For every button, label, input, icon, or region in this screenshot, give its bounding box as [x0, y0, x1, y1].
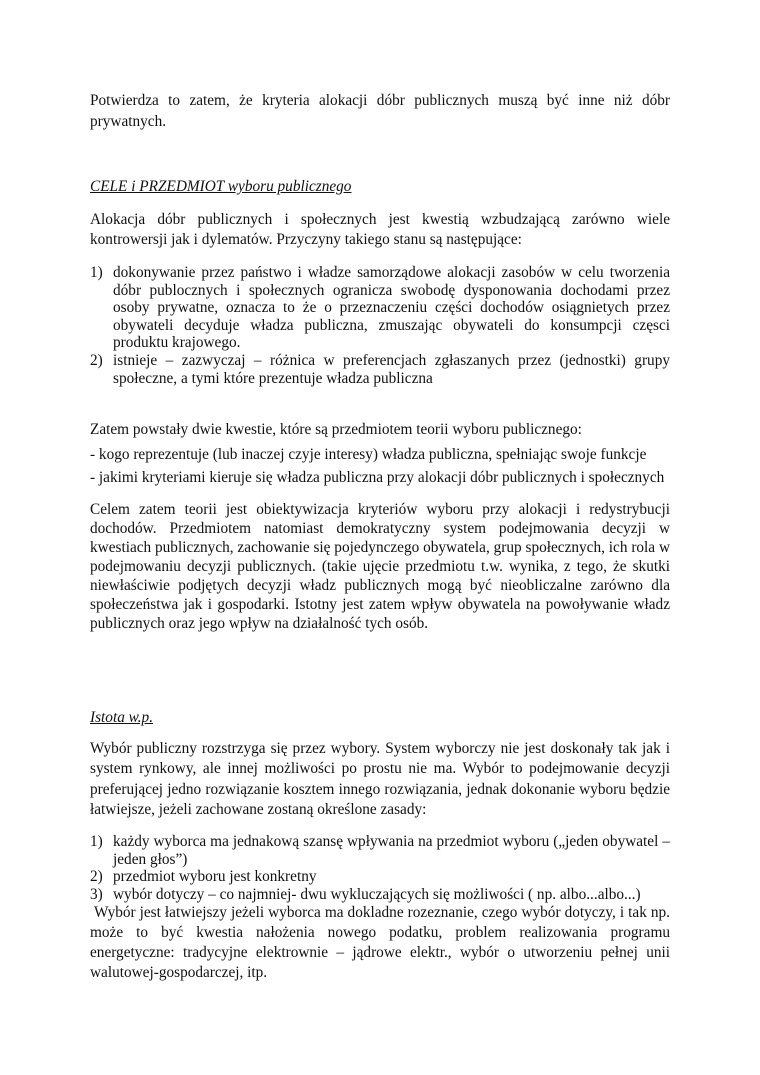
- list-number: 3): [90, 885, 103, 903]
- section-heading: CELE i PRZEDMIOT wyboru publicznego: [90, 178, 352, 195]
- list-number: 1): [90, 833, 103, 850]
- list-number: 2): [90, 868, 103, 886]
- numbered-list: [90, 833, 670, 903]
- list-number: 2): [90, 351, 103, 369]
- list-text: wybór dotyczy – co najmniej- dwu wykluczających się możliwości ( np. albo...albo...): [113, 885, 641, 903]
- list-item: [90, 868, 670, 886]
- list-text: dokonywanie przez państwo i władze samorządowe alokacji zasobów w celu tworzenia dóbr publocznych i społecznych ogranicza swobodę dysponowania dochodami przez osoby prywatne, oznacza to że o przeznaczeniu części dochodów osiągnietych przez obywateli decyduje władza publiczna, zmuszając obywateli do konsumpcji częsci produktu krajowego.: [113, 264, 670, 352]
- paragraph: Alokacja dóbr publicznych i społecznych jest kwestią wzbudzającą zarówno wiele kontrowersji jak i dylematów. Przyczyny takiego stanu są następujące:: [90, 211, 670, 248]
- paragraph: Celem zatem teorii jest obiektywizacja kryteriów wyboru przy alokacji i redystrybucji dochodów. Przedmiotem natomiast demokratyczny system podejmowania decyzji w kwestiach publicznych, zachowanie się pojedynczego obywatela, grup społecznych, ich rola w podejmowaniu decyzji publicznych. (takie ujęcie przedmiotu t.w. wynika, z tego, że skutki niewłaściwie podjętych decyzji władz publicznych mogą być nieobliczalne zarówno dla społeczeństwa jak i gospodarki. Istotny jest zatem wpływ obywatela na powoływanie władz publicznych oraz jego wpływ na działalność tych osób.: [90, 501, 670, 632]
- paragraph: Potwierdza to zatem, że kryteria alokacji dóbr publicznych muszą być inne niż dóbr prywatnych.: [90, 92, 670, 130]
- list-item: [90, 352, 670, 387]
- numbered-list: [90, 264, 670, 387]
- list-item: [90, 833, 670, 868]
- list-text: każdy wyborca ma jednakową szansę wpływania na przedmiot wyboru („jeden obywatel – jeden głos”): [113, 833, 670, 868]
- paragraph: Wybór publiczny rozstrzyga się przez wybory. System wyborczy nie jest doskonały tak jak i system rynkowy, ale innej możliwości po prostu nie ma. Wybór to podejmowanie decyzji preferującej jedno rozwiązanie kosztem innego rozwiązania, jednak dokonanie wyboru będzie łatwiejsze, jeżeli zachowane zostaną określone zasady:: [90, 740, 670, 819]
- list-item: [90, 886, 670, 904]
- list-number: 1): [90, 264, 103, 281]
- paragraph: Zatem powstały dwie kwestie, które są przedmiotem teorii wyboru publicznego:: [90, 421, 582, 438]
- dash-item: - jakimi kryteriami kieruje się władza publiczna przy alokacji dóbr publicznych i społecznych: [90, 469, 665, 486]
- dash-item: - kogo reprezentuje (lub inaczej czyje interesy) władza publiczna, spełniając swoje funkcje: [90, 446, 647, 463]
- list-text: istnieje – zazwyczaj – różnica w preferencjach zgłaszanych przez (jednostki) grupy społeczne, a tymi które prezentuje władza publiczna: [113, 351, 670, 387]
- list-text: przedmiot wyboru jest konkretny: [113, 868, 317, 886]
- section-heading: Istota w.p.: [90, 709, 154, 726]
- paragraph: Wybór jest łatwiejszy jeżeli wyborca ma dokladne rozeznanie, czego wybór dotyczy, i tak np. może to być kwestia nałożenia nowego podatku, problem realizowania programu energetyczne: tradycyjne elektrownie – jądrowe elektr., wybór o utworzeniu pełnej unii walutowej-gospodarczej, itp.: [90, 904, 674, 981]
- list-item: [90, 264, 670, 352]
